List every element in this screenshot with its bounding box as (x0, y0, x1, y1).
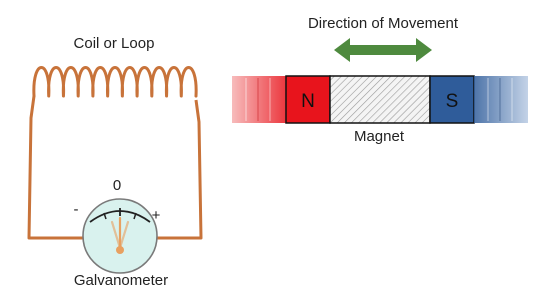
galvanometer-plus-label: + (151, 207, 161, 224)
south-pole-label: S (445, 91, 459, 112)
magnet-body (330, 76, 430, 123)
magnet-label: Magnet (353, 128, 405, 145)
double-arrow-icon (334, 38, 432, 62)
coil-wire (34, 68, 196, 97)
north-pole-label: N (301, 91, 315, 112)
coil-label: Coil or Loop (73, 35, 155, 52)
north-fade-trail (232, 76, 286, 123)
galvanometer (74, 177, 161, 273)
right-lead-wire (156, 100, 201, 238)
galvanometer-label: Galvanometer (73, 272, 169, 289)
south-fade-trail (474, 76, 528, 123)
galvanometer-zero-label: 0 (112, 177, 122, 194)
galvanometer-minus-label: - (73, 201, 79, 218)
movement-label: Direction of Movement (307, 15, 459, 32)
bar-magnet (232, 76, 528, 123)
